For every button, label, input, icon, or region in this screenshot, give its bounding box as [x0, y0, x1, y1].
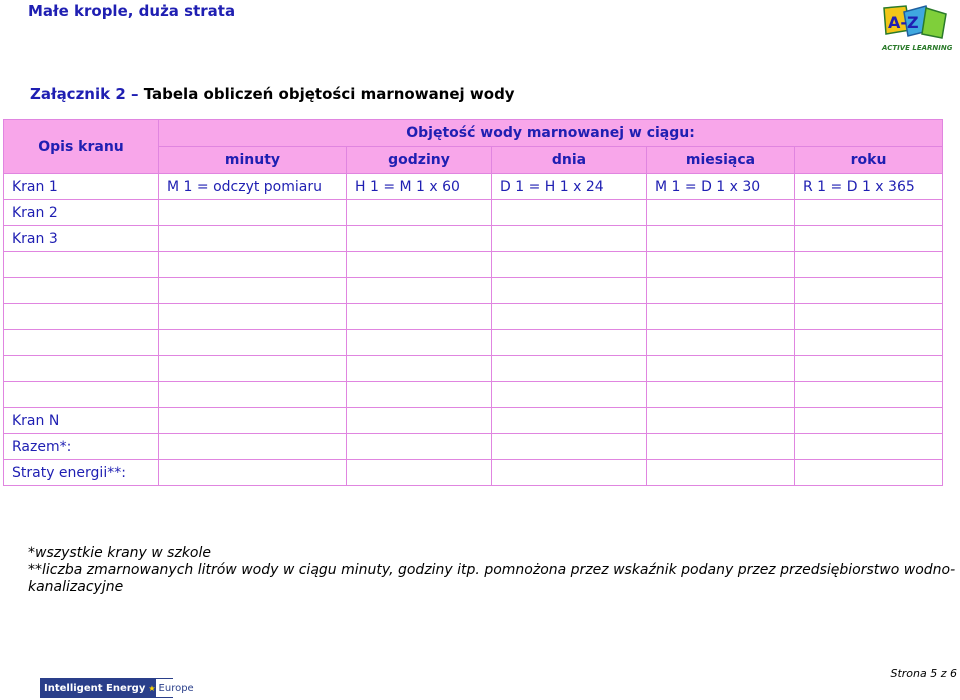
table-cell — [795, 460, 943, 486]
footnote-2: **liczba zmarnowanych litrów wody w ciągu minuty, godziny itp. pomnożona przez wskaźnik podany przez przedsiębiorstwo wodno-kanalizacyjne — [28, 562, 956, 595]
table-cell: M 1 = D 1 x 30 — [647, 174, 795, 200]
table-cell — [795, 356, 943, 382]
col-subheader: dnia — [492, 147, 647, 174]
table-cell — [492, 226, 647, 252]
table-cell — [647, 356, 795, 382]
table-cell — [492, 330, 647, 356]
svg-text:A-Z: A-Z — [888, 13, 919, 32]
table-cell — [492, 278, 647, 304]
table-cell — [492, 408, 647, 434]
table-cell — [159, 330, 347, 356]
col-header-volume-group: Objętość wody marnowanej w ciągu: — [159, 120, 943, 147]
table-cell — [795, 278, 943, 304]
attachment-dash: – — [125, 85, 144, 103]
page-number: Strona 5 z 6 — [890, 667, 957, 680]
table-cell — [647, 382, 795, 408]
table-cell — [647, 226, 795, 252]
table-cell — [492, 434, 647, 460]
table-cell — [492, 382, 647, 408]
row-label — [4, 356, 159, 382]
table-cell — [795, 200, 943, 226]
col-subheader: roku — [795, 147, 943, 174]
table-cell — [647, 408, 795, 434]
table-row — [4, 200, 943, 226]
table-cell — [647, 460, 795, 486]
table-cell — [347, 226, 492, 252]
col-subheader: miesiąca — [647, 147, 795, 174]
table-row — [4, 252, 943, 278]
table-row — [4, 174, 943, 200]
intelligent-energy-europe-logo — [40, 678, 194, 698]
table-cell — [347, 330, 492, 356]
active-learning-logo — [876, 4, 952, 56]
table-cell — [347, 434, 492, 460]
footnote-1: *wszystkie krany w szkole — [28, 545, 211, 561]
attachment-description: Tabela obliczeń objętości marnowanej wody — [143, 85, 515, 103]
col-header-tap-description: Opis kranu — [4, 120, 159, 174]
table-cell — [159, 382, 347, 408]
table-row — [4, 278, 943, 304]
row-label: Straty energii**: — [4, 460, 159, 486]
table-cell: D 1 = H 1 x 24 — [492, 174, 647, 200]
col-subheader: godziny — [347, 147, 492, 174]
table-cell — [159, 252, 347, 278]
table-row — [4, 434, 943, 460]
attachment-label: Załącznik 2 — [30, 85, 126, 103]
table-cell — [492, 200, 647, 226]
table-row — [4, 460, 943, 486]
eu-flag-icon: ★ — [148, 679, 155, 697]
table-row — [4, 408, 943, 434]
water-calculation-table — [3, 119, 943, 486]
table-cell — [347, 460, 492, 486]
table-cell — [647, 252, 795, 278]
table-cell — [159, 200, 347, 226]
logo-left-text: Intelligent Energy — [41, 679, 148, 697]
table-cell — [795, 226, 943, 252]
row-label — [4, 278, 159, 304]
row-label — [4, 330, 159, 356]
table-cell — [159, 226, 347, 252]
table-cell — [795, 434, 943, 460]
table-row — [4, 356, 943, 382]
table-cell: M 1 = odczyt pomiaru — [159, 174, 347, 200]
row-label: Kran N — [4, 408, 159, 434]
table-cell — [795, 304, 943, 330]
table-cell — [795, 252, 943, 278]
row-label — [4, 252, 159, 278]
svg-text:ACTIVE LEARNING: ACTIVE LEARNING — [882, 44, 952, 52]
col-subheader: minuty — [159, 147, 347, 174]
table-cell — [159, 356, 347, 382]
table-cell — [647, 278, 795, 304]
row-label — [4, 382, 159, 408]
table-cell — [347, 382, 492, 408]
table-cell — [347, 252, 492, 278]
table-cell — [647, 330, 795, 356]
table-row — [4, 226, 943, 252]
table-cell — [492, 356, 647, 382]
table-cell — [795, 330, 943, 356]
table-cell — [159, 408, 347, 434]
table-cell — [647, 200, 795, 226]
row-label: Razem*: — [4, 434, 159, 460]
table-cell — [492, 304, 647, 330]
logo-right-text: Europe — [156, 679, 197, 697]
table-cell — [347, 200, 492, 226]
table-row — [4, 330, 943, 356]
table-cell — [159, 304, 347, 330]
row-label — [4, 304, 159, 330]
table-cell — [492, 252, 647, 278]
row-label: Kran 1 — [4, 174, 159, 200]
table-cell — [795, 382, 943, 408]
table-cell — [647, 304, 795, 330]
table-cell: R 1 = D 1 x 365 — [795, 174, 943, 200]
table-cell — [347, 356, 492, 382]
table-cell — [347, 304, 492, 330]
table-row — [4, 304, 943, 330]
table-cell — [159, 434, 347, 460]
table-row — [4, 382, 943, 408]
footnotes — [28, 545, 958, 596]
table-cell — [347, 278, 492, 304]
table-cell — [647, 434, 795, 460]
table-cell — [492, 460, 647, 486]
table-cell — [347, 408, 492, 434]
document-header-title: Małe krople, duża strata — [28, 2, 236, 20]
row-label: Kran 3 — [4, 226, 159, 252]
table-cell — [795, 408, 943, 434]
table-cell: H 1 = M 1 x 60 — [347, 174, 492, 200]
row-label: Kran 2 — [4, 200, 159, 226]
attachment-title — [30, 85, 515, 103]
logo-icon — [876, 4, 952, 56]
table-cell — [159, 278, 347, 304]
table-cell — [159, 460, 347, 486]
